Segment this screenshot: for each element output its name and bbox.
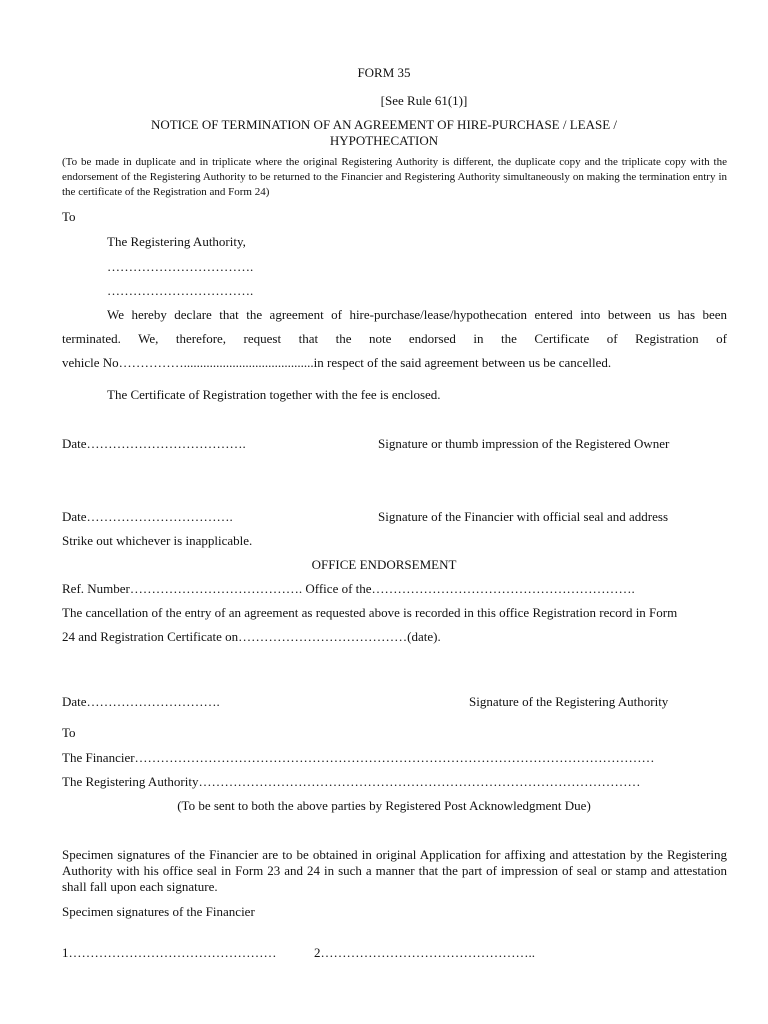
financier-address-line: The Financier………………………………………………………………………………………………………… (62, 750, 655, 765)
declaration-line-2: terminated. We, therefore, request that the note endorsed in the Certificate of Registration of (62, 331, 727, 346)
endorsement-to-label: To (62, 725, 76, 740)
instruction-note: (To be made in duplicate and in triplicate where the original Registering Authority is different, the duplicate copy and the triplicate copy with the endorsement of the Registering Authority to be returned to the Financier and Registering Authority simultaneously on making the termination entry in the certificate of the Registration and Form 24) (62, 156, 727, 198)
office-endorsement-heading: OFFICE ENDORSEMENT (311, 557, 457, 572)
specimen-signatures-heading: Specimen signatures of the Financier (62, 904, 255, 919)
addressee-authority: The Registering Authority, (107, 234, 246, 249)
to-label: To (62, 209, 76, 224)
rule-reference: [See Rule 61(1)] (380, 93, 468, 108)
specimen-signature-1: 1………………………………………… (62, 945, 277, 960)
cancellation-line-2: 24 and Registration Certificate on…………………………………(date). (62, 629, 441, 644)
authority-signature-label: Signature of the Registering Authority (469, 694, 669, 709)
address-blank-line-2: ……………………………. (107, 283, 254, 298)
address-blank-line-1: ……………………………. (107, 259, 254, 274)
cancellation-line-1: The cancellation of the entry of an agreement as requested above is recorded in this office Registration record in Form (62, 605, 678, 620)
form-title-line1: NOTICE OF TERMINATION OF AN AGREEMENT OF HIRE-PURCHASE / LEASE / (150, 117, 618, 132)
enclosure-statement: The Certificate of Registration together with the fee is enclosed. (107, 387, 441, 402)
reference-number-line: Ref. Number…………………………………. Office of the……………………………………………………. (62, 581, 635, 596)
financier-signature-label: Signature of the Financier with official seal and address (378, 509, 669, 524)
declaration-line-3: vehicle No……………........................................in respect of the said agreement between us be cancelled. (62, 355, 612, 370)
specimen-signature-2: 2………………………………………….. (314, 945, 535, 960)
form-number: FORM 35 (357, 65, 411, 80)
financier-date-field: Date……………………………. (62, 509, 233, 524)
specimen-signature-note: Specimen signatures of the Financier are to be obtained in original Application for affixing and attestation by the Registering Authority with his office seal in Form 23 and 24 in such a manner that the part of impression of seal or stamp and attestation shall fall upon each signature. (62, 847, 727, 894)
owner-signature-label: Signature or thumb impression of the Registered Owner (378, 436, 670, 451)
strike-out-note: Strike out whichever is inapplicable. (62, 533, 253, 548)
authority-date-field: Date…………………………. (62, 694, 220, 709)
authority-address-line: The Registering Authority………………………………………………………………………………………… (62, 774, 641, 789)
owner-date-field: Date………………………………. (62, 436, 246, 451)
form-title-line2: HYPOTHECATION (329, 133, 439, 148)
declaration-line-1: We hereby declare that the agreement of hire-purchase/lease/hypothecation entered into between us has been (107, 307, 727, 322)
registered-post-note: (To be sent to both the above parties by Registered Post Acknowledgment Due) (177, 798, 591, 813)
